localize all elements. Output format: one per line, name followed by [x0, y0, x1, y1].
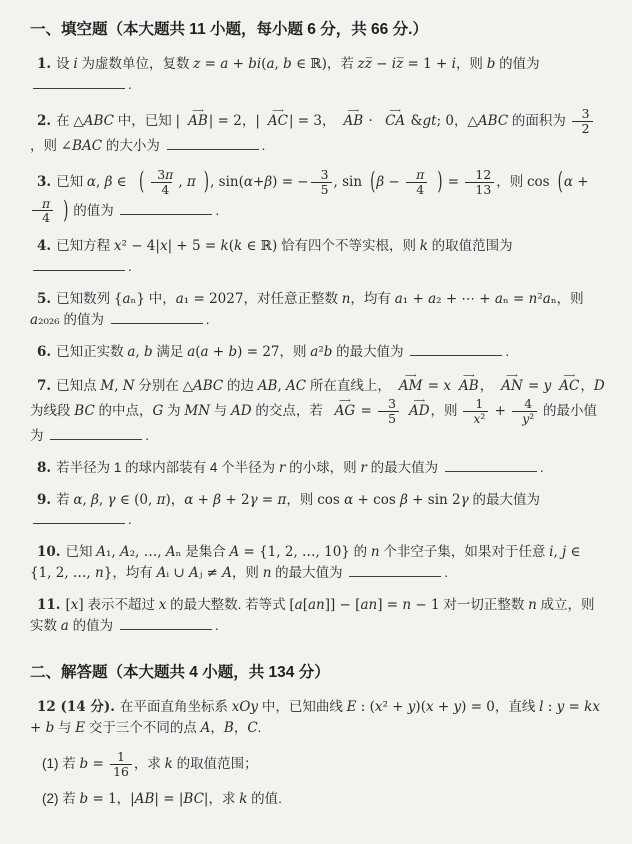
text-run: 已知方程 [56, 238, 114, 254]
math-roman-run: sin [218, 173, 239, 190]
vector [378, 104, 406, 132]
text-run: 的最大值为 [366, 459, 442, 475]
question-item [30, 542, 606, 584]
math-run: r [278, 459, 286, 476]
math-run: = [356, 402, 377, 419]
math-run: n [528, 597, 537, 614]
fraction-numerator: π [42, 195, 51, 211]
math-run: | = 2 [208, 112, 242, 129]
text-run: . [215, 202, 220, 218]
text-run: 已知 [56, 173, 87, 189]
math-roman-run: cos [526, 173, 550, 190]
big-paren: ( [138, 166, 145, 196]
text-run: . [214, 618, 219, 634]
text-run: ，则 [455, 56, 487, 72]
fraction [378, 397, 399, 426]
vector-label: AC [267, 112, 288, 129]
question-part [30, 789, 606, 810]
text-run: 的最大值为 [271, 565, 347, 581]
fraction [572, 107, 593, 136]
text-run: 的值为 [68, 618, 117, 634]
question-item [30, 595, 606, 637]
text-run: 中， [144, 291, 176, 307]
text-run: (2) 若 [42, 790, 80, 806]
vector [328, 394, 356, 422]
math-run: k [239, 790, 248, 807]
answer-blank [120, 201, 212, 215]
text-run: ，若 [326, 56, 358, 72]
math-run: E : (x² + y)(x + y) = 0 [346, 699, 495, 716]
math-run: + [490, 402, 511, 419]
text-run: 中，已知 [114, 112, 176, 128]
math-run: ∠BAC [60, 137, 103, 154]
text-run: . [257, 720, 262, 736]
text-run: 为 [163, 402, 185, 418]
answer-blank [445, 458, 537, 472]
text-run: ，均有 [350, 291, 395, 307]
vector [337, 104, 364, 132]
text-run: 满足 [152, 344, 188, 360]
math-run: {aₙ} [113, 291, 145, 308]
math-run: xOy [231, 699, 259, 716]
answer-blank [111, 310, 203, 324]
math-run: △ABC [182, 377, 224, 394]
vector [261, 104, 288, 132]
math-run: 2γ [452, 491, 469, 508]
answer-blank [33, 75, 125, 89]
text-run: 已知点 [56, 377, 101, 393]
big-paren: ) [437, 166, 443, 196]
math-run: M, N [100, 377, 135, 394]
math-run: | [175, 112, 181, 129]
fraction-denominator: 5 [378, 411, 399, 426]
text-run: ，则 [286, 491, 318, 507]
question-item [30, 289, 606, 331]
text-run: 设 [56, 56, 74, 72]
text-run: 所在直线上， [306, 377, 391, 393]
fraction-denominator: x² [463, 411, 488, 426]
math-run: l : y = kx + b [30, 699, 600, 737]
math-run: + [407, 491, 428, 508]
question-number: 3. [37, 173, 52, 190]
answer-blank [50, 426, 142, 440]
text-run: 与 [210, 402, 232, 418]
vector-label: AM [398, 377, 423, 394]
math-run: A [200, 720, 211, 737]
vector-label: AN [501, 377, 523, 394]
vector-arrow-icon: ⟶ [339, 394, 351, 405]
text-run: 为虚数单位，复数 [77, 56, 194, 72]
math-roman-run: cos [373, 491, 401, 508]
question-number: 2. [37, 112, 52, 129]
text-run: 的值为 [495, 56, 540, 72]
text-run: 分别在 [134, 377, 183, 393]
text-run: 与 [54, 720, 76, 736]
question-number: 4. [37, 238, 52, 255]
fraction-denominator: 2 [572, 121, 593, 136]
question-item [30, 236, 606, 278]
vector-arrow-icon: ⟶ [463, 369, 475, 380]
math-run: i [73, 56, 78, 73]
vector-label: AC [559, 377, 580, 394]
fraction [147, 168, 176, 197]
math-run: a [60, 618, 69, 635]
big-paren: ) [63, 195, 69, 225]
question-number: 11. [37, 597, 61, 614]
math-run: x² − 4|x| + 5 = k(k ∈ ℝ) [113, 238, 278, 255]
fraction-numerator: 3 [320, 166, 329, 182]
text-run: 的值为 [59, 312, 108, 328]
question-item [30, 54, 606, 96]
fraction-denominator: 4 [151, 182, 172, 197]
math-run: a₁ = 2027 [175, 291, 244, 308]
text-run: . [539, 459, 544, 475]
math-run: a, b [127, 344, 153, 361]
math-run: AB, AC [257, 377, 307, 394]
text-run: . [261, 137, 266, 153]
vector [181, 104, 208, 132]
math-run: a(a + b) = 27 [187, 344, 280, 361]
text-run: 已知数列 [56, 291, 114, 307]
fraction-numerator: 3 [581, 105, 590, 121]
text-run: 表示不超过 [83, 597, 159, 613]
math-run: α, β ∈ [86, 173, 131, 190]
text-run: 的最大值为 [468, 491, 540, 507]
math-run: [a[an]] − [an] = n − 1 [289, 597, 440, 614]
math-run: r [360, 459, 367, 476]
math-run: α [344, 491, 354, 508]
math-run: MN [184, 402, 210, 419]
text-run: 的最大值为 [332, 344, 408, 360]
math-roman-run: cos [317, 491, 345, 508]
text-run: 是集合 [181, 544, 230, 560]
vector-label: AB [459, 377, 479, 394]
math-run: G [152, 402, 164, 419]
text-run: . [128, 259, 132, 275]
text-run: 的面积为 [508, 112, 570, 128]
text-run: 的取值范围； [172, 756, 258, 772]
fraction [406, 168, 427, 197]
math-run: , π [178, 173, 196, 190]
question-number: 5. [37, 291, 52, 308]
vector-arrow-icon: ⟶ [272, 104, 284, 115]
math-run: = x [423, 377, 452, 394]
question-item [30, 342, 606, 363]
question-number: 8. [37, 459, 52, 476]
text-run: . [205, 312, 210, 328]
fraction [110, 750, 132, 779]
text-run: ，则 [430, 402, 462, 418]
fraction [465, 168, 494, 197]
text-run: 的值. [247, 790, 282, 806]
text-run: ， [454, 112, 468, 128]
answer-blank [349, 563, 441, 577]
text-run: 的值为 [69, 202, 118, 218]
vector-arrow-icon: ⟶ [506, 369, 518, 380]
text-run: . [145, 427, 150, 443]
math-run: △ABC [73, 112, 115, 129]
text-run: 为线段 [30, 402, 75, 418]
math-run: | = 3 [288, 112, 323, 129]
text-run: ， [580, 377, 594, 393]
math-run: E [75, 720, 86, 737]
text-run: ，求 [208, 790, 240, 806]
vector-label: AG [334, 402, 356, 419]
text-run: ，则 [556, 291, 584, 307]
fraction [512, 397, 537, 426]
answer-blank [33, 511, 125, 525]
text-run: 恰有四个不等实根，则 [277, 238, 420, 254]
fraction-numerator: π [416, 166, 425, 182]
vector-arrow-icon: ⟶ [404, 369, 417, 380]
section2-title: 二、解答题（本大题共 4 小题，共 134 分） [30, 664, 330, 682]
math-run: |AB| = |BC| [130, 790, 209, 807]
question-item [30, 104, 606, 157]
text-run: ，则 [279, 344, 311, 360]
fill-in-question-list [30, 54, 606, 637]
text-run: 的大小为 [102, 137, 164, 153]
text-run: 个非空子集，如果对于任意 [379, 544, 550, 560]
text-run: ， [322, 112, 336, 128]
vector [452, 369, 479, 397]
vector [392, 369, 423, 397]
question-item [30, 490, 606, 532]
fraction-denominator: 5 [311, 182, 332, 197]
text-run: . [505, 344, 510, 360]
math-run: n [370, 544, 380, 561]
text-run: 若半径为 1 的球内部装有 4 个半径为 [56, 459, 279, 475]
math-run: i, j ∈ {1, 2, …, n} [30, 544, 581, 582]
math-run: b [486, 56, 496, 73]
math-run: α + [563, 173, 589, 190]
text-run: . [128, 512, 132, 528]
answer-blank [33, 257, 125, 271]
text-run: ，直线 [494, 699, 540, 715]
text-run: 中，已知曲线 [258, 699, 347, 715]
fraction-denominator: 4 [32, 210, 53, 225]
text-run: 的交点，若 [251, 402, 327, 418]
vector-arrow-icon: ⟶ [192, 104, 204, 115]
question-number: 12 (14 分). [37, 699, 115, 716]
text-run: . [128, 77, 132, 93]
math-run: = y [523, 377, 552, 394]
vector [494, 369, 523, 397]
answer-blank [410, 342, 502, 356]
text-run: 对一切正整数 [439, 597, 529, 613]
math-run: = [88, 756, 109, 773]
big-paren: ( [557, 166, 563, 196]
solution-question-list [30, 697, 606, 810]
math-run: △ABC [467, 112, 509, 129]
text-run: ， [170, 491, 185, 507]
text-run: 的取值范围为 [427, 238, 513, 254]
question-number: 9. [37, 491, 52, 508]
math-run: + [353, 491, 374, 508]
vector-label: AB [343, 112, 364, 129]
text-run: 成立，则实数 [30, 597, 595, 634]
section1-title: 一、填空题（本大题共 11 小题，每小题 6 分，共 66 分.） [30, 21, 428, 38]
math-run: α + β + 2γ = π [184, 491, 287, 508]
math-run: , [210, 173, 219, 190]
question-number: 10. [37, 544, 61, 561]
text-run: ，均有 [112, 565, 157, 581]
text-run: 已知 [65, 544, 97, 560]
text-run: ， [479, 377, 494, 393]
vector-arrow-icon: ⟶ [413, 394, 426, 405]
big-paren: ) [203, 166, 210, 196]
math-run: (α+β) = − [238, 173, 309, 190]
math-run: D [593, 377, 605, 394]
math-run: C [247, 720, 258, 737]
fraction [311, 168, 332, 197]
text-run: ，则 [496, 173, 527, 189]
math-run: &gt; 0 [406, 112, 454, 129]
text-run: 的小球，则 [285, 459, 361, 475]
text-run: 的最小值为 [30, 402, 597, 443]
math-run: , [333, 173, 343, 190]
question-number: 1. [37, 56, 52, 73]
question-number: 7. [37, 377, 52, 394]
math-run: n [262, 565, 272, 582]
vector-label: AD [408, 402, 430, 419]
fraction-numerator: 1 [475, 395, 484, 411]
question-item [30, 458, 606, 479]
math-run: b = 1 [79, 790, 117, 807]
math-run: [x] [65, 597, 84, 614]
vector [402, 394, 430, 422]
text-run: (1) 若 [42, 756, 80, 772]
vector-arrow-icon: ⟶ [563, 369, 576, 380]
text-run: 若 [56, 491, 74, 507]
math-run: β − [376, 173, 405, 190]
math-run: z = a + bi(a, b ∈ ℝ) [193, 56, 327, 73]
math-run: | [255, 112, 260, 129]
fraction-denominator: 16 [110, 764, 132, 779]
math-run: = [443, 173, 464, 190]
math-run: A = {1, 2, …, 10} [229, 544, 350, 561]
text-run: ，则 [231, 565, 263, 581]
question-number: 6. [37, 344, 52, 361]
fraction-denominator: 13 [465, 182, 494, 197]
text-run: 的边 [223, 377, 258, 393]
math-run: · [364, 112, 378, 129]
fraction [463, 397, 488, 426]
fraction [32, 197, 53, 226]
math-run: AD [231, 402, 252, 419]
fraction-numerator: 12 [475, 166, 492, 182]
text-run: 的 [349, 544, 371, 560]
math-run: BC [74, 402, 95, 419]
question-item [30, 168, 606, 226]
question-item [30, 369, 606, 447]
text-run: 在平面直角坐标系 [119, 699, 232, 715]
answer-blank [167, 136, 259, 150]
vector-arrow-icon: ⟶ [347, 104, 360, 115]
vector-label: CA [385, 112, 406, 129]
text-run: 交于三个不同的点 [85, 720, 201, 736]
math-run: k [164, 756, 173, 773]
math-run: a₂₀₂₆ [30, 312, 60, 329]
math-run: a₁ + a₂ + ⋯ + aₙ = n²aₙ [394, 291, 557, 308]
vector [552, 369, 580, 397]
question-item [30, 697, 606, 739]
question-part [30, 750, 606, 779]
math-run: a²b [310, 344, 333, 361]
math-run: A₁, A₂, …, Aₙ [96, 544, 182, 561]
math-roman-run: sin [427, 491, 453, 508]
text-run: ， [116, 790, 131, 806]
fraction-numerator: 4 [524, 395, 533, 411]
math-run: n [341, 291, 351, 308]
text-run: ，对任意正整数 [243, 291, 342, 307]
fraction-numerator: 3π [157, 166, 174, 182]
fraction-denominator: 4 [406, 182, 427, 197]
text-run: 在 [56, 112, 74, 128]
fraction-numerator: 3 [388, 395, 396, 411]
text-run: ， [210, 720, 224, 736]
big-paren: ( [370, 166, 376, 196]
fraction-numerator: 1 [117, 749, 125, 765]
math-run: x [158, 597, 167, 614]
math-roman-run: sin [342, 173, 363, 190]
text-run: ，则 [30, 137, 61, 153]
vector-label: AB [188, 112, 208, 129]
fraction-denominator: y² [512, 411, 537, 426]
text-run: . [444, 565, 449, 581]
text-run: 已知正实数 [56, 344, 128, 360]
math-run: zz̅ − iz̅ = 1 + i [357, 56, 456, 73]
vector-arrow-icon: ⟶ [389, 104, 401, 115]
math-run: α, β, γ ∈ (0, π) [73, 491, 171, 508]
math-run: b [79, 756, 89, 773]
text-run: ，求 [133, 756, 165, 772]
math-run: Aᵢ ∪ Aⱼ ≠ A [156, 565, 232, 582]
answer-blank [120, 616, 212, 630]
text-run: ， [241, 112, 256, 128]
text-run: ， [233, 720, 248, 736]
text-run: 的中点， [94, 402, 153, 418]
math-run: k [419, 238, 428, 255]
math-run: β [400, 491, 408, 508]
math-run: B [223, 720, 234, 737]
text-run: 的最大整数. 若等式 [166, 597, 290, 613]
